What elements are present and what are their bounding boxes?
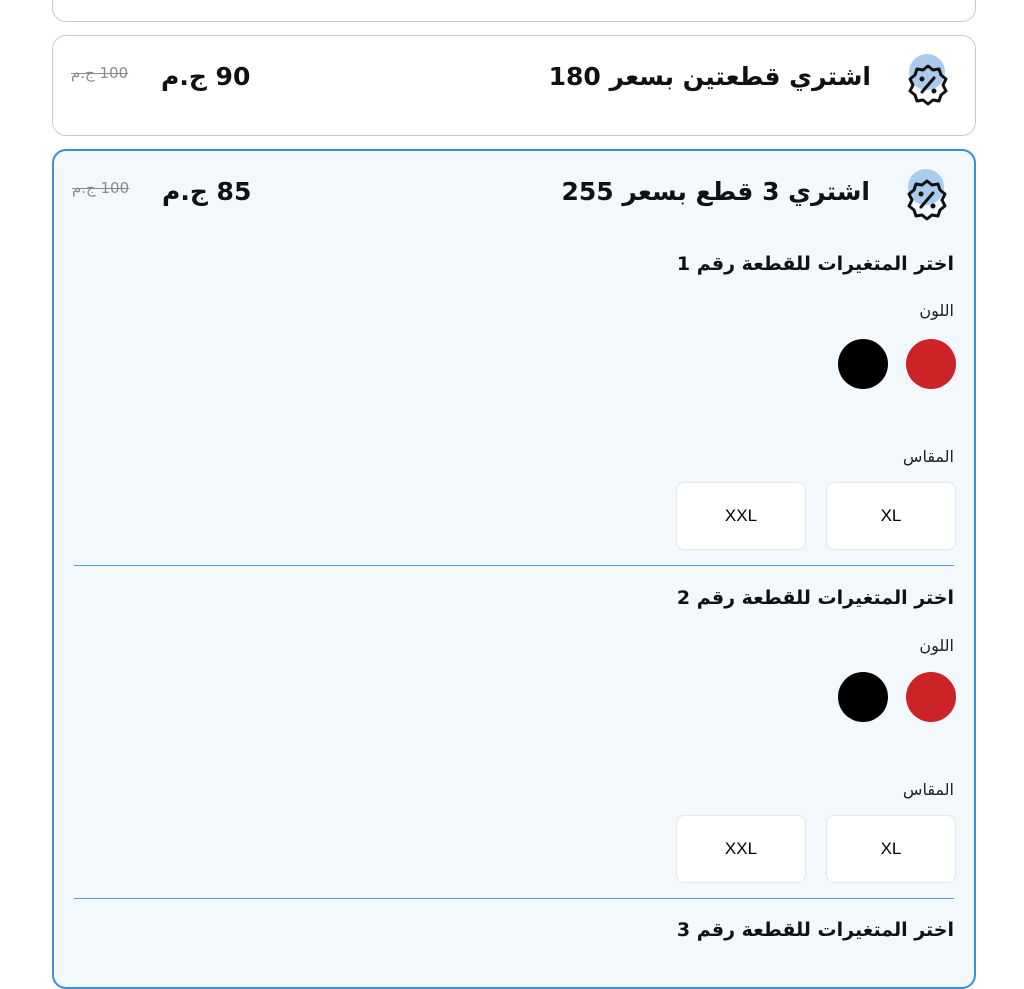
discount-badge-icon [902,175,952,225]
piece-divider [74,898,954,899]
piece-3-title: اختر المتغيرات للقطعة رقم 3 [676,919,954,941]
size-option-xl[interactable]: XL [826,482,956,550]
color-swatch-black[interactable] [838,339,888,389]
offer-old-price: 100 ج.م [72,179,130,197]
offer-card-previous[interactable] [52,0,976,22]
piece-1-title: اختر المتغيرات للقطعة رقم 1 [676,253,954,275]
piece-2-size-label: المقاس [902,780,954,799]
piece-2-title: اختر المتغيرات للقطعة رقم 2 [676,587,954,609]
piece-1-color-label: اللون [919,301,954,320]
offer-card-3-pieces[interactable] [52,149,976,989]
offer-title: اشتري قطعتين بسعر 180 [548,62,871,91]
offer-price: 90 ج.م [161,62,251,91]
color-swatch-black[interactable] [838,672,888,722]
offer-old-price: 100 ج.م [71,64,129,82]
offer-card-2-pieces[interactable] [52,35,976,136]
size-option-xxl[interactable]: XXL [676,482,806,550]
size-option-xl[interactable]: XL [826,815,956,883]
piece-1-size-label: المقاس [902,447,954,466]
size-option-xxl[interactable]: XXL [676,815,806,883]
offer-price: 85 ج.م [162,177,252,206]
color-swatch-red[interactable] [906,672,956,722]
piece-2-color-label: اللون [919,636,954,655]
color-swatch-red[interactable] [906,339,956,389]
discount-badge-icon [903,60,953,110]
piece-divider [74,565,954,566]
offer-title: اشتري 3 قطع بسعر 255 [561,177,870,206]
